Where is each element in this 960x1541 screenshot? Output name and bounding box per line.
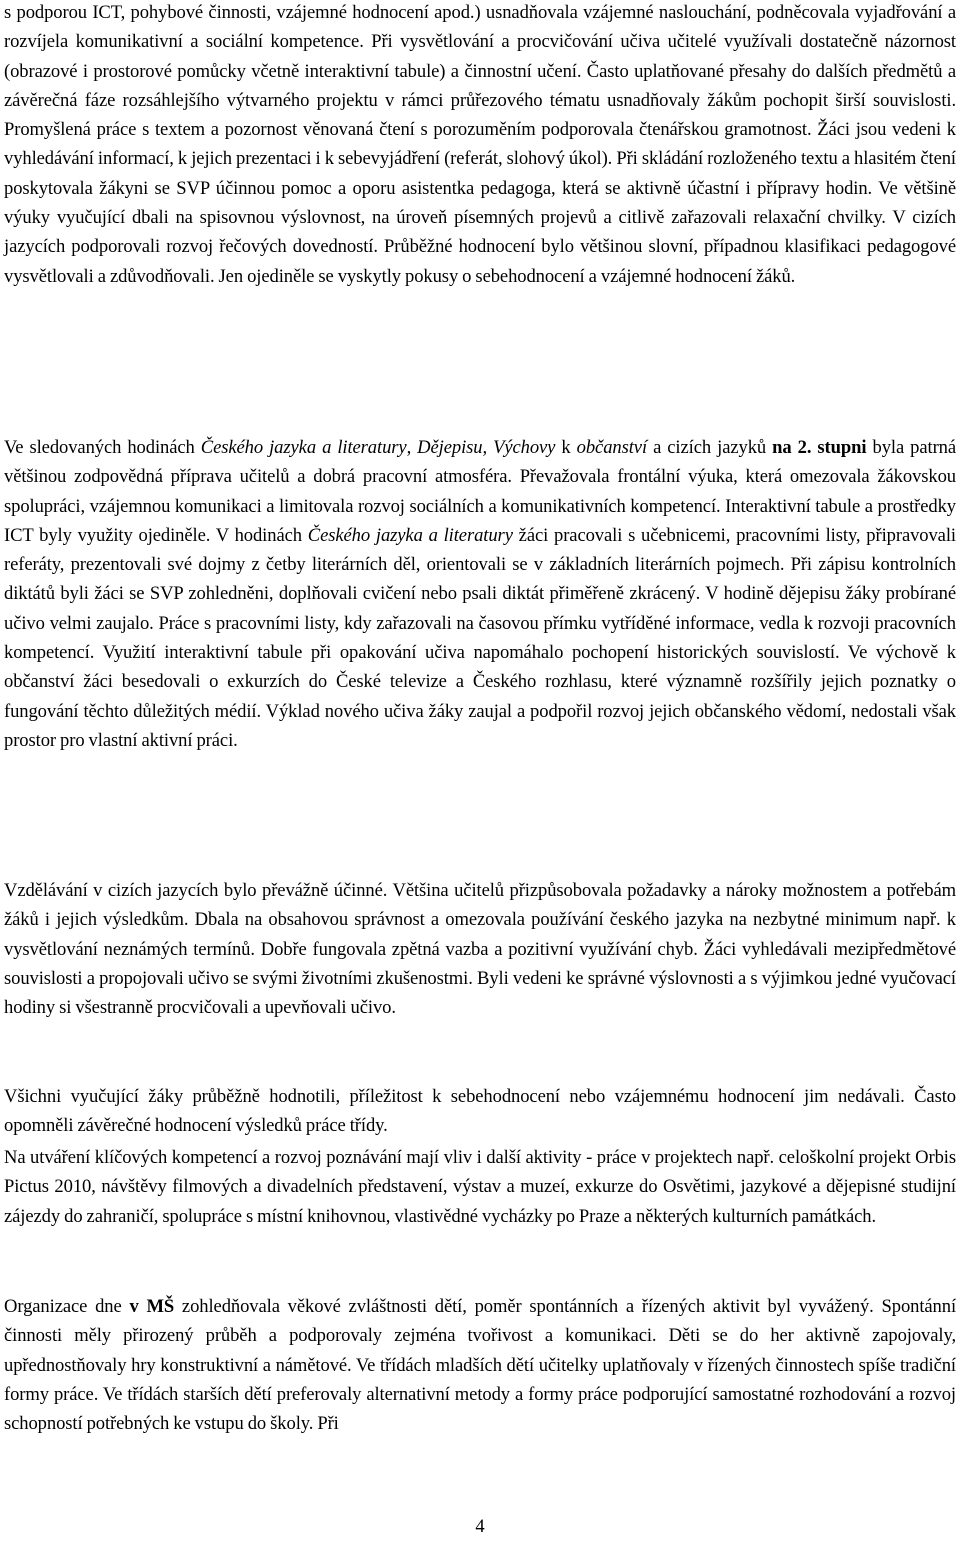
text-segment: a cizích jazyků bbox=[647, 437, 773, 458]
text-segment: Ve sledovaných hodinách bbox=[4, 437, 201, 458]
paragraph-kindergarten bbox=[4, 1292, 956, 1438]
text-segment: k bbox=[555, 437, 577, 458]
text-segment: Českého jazyka a literatury bbox=[200, 437, 407, 458]
text-segment: Dějepisu, Výchovy bbox=[417, 437, 556, 458]
text-segment: žáci pracovali s učebnicemi, pracovními listy, připravovali referáty, prezentovali své dojmy z četby literárních děl, orientovali se v základních literárních pojmech. Při zápisu kontrolních diktátů byli žáci se SVP zohledněni, doplňovali cvičení nebo psali diktát přiměřeně zkrácený. V hodině dějepisu žáky probírané učivo velmi zaujalo. Práce s pracovními listy, kdy zařazovali na časovou přímku vytříděné informace, vedla k rozvoji pracovních kompetencí. Využití interaktivní tabule při opakování učiva napomáhalo pochopení historických souvislostí. Ve výchově k občanství žáci besedovali o exkurzích do České televize a Českého rozhlasu, které významně rozšířily jejich poznatky o fungování těchto důležitých médií. Výklad nového učiva žáky zaujal a podpořil rozvoj jejich občanského vědomí, nedostali však prostor pro vlastní aktivní práci. bbox=[4, 524, 956, 751]
text-segment: v MŠ bbox=[129, 1296, 175, 1317]
page-number: 4 bbox=[475, 1516, 485, 1537]
paragraph-second-stage-lessons bbox=[4, 433, 956, 755]
paragraph-foreign-languages bbox=[4, 876, 956, 1022]
text-segment: Organizace dne bbox=[4, 1296, 130, 1317]
text-segment: Českého jazyka a literatury bbox=[307, 524, 513, 546]
paragraph-teaching-methods bbox=[4, 0, 956, 291]
paragraph-other-activities bbox=[4, 1143, 956, 1231]
text-segment: zohledňovala věkové zvláštnosti dětí, poměr spontánních a řízených aktivit byl vyvážený. Spontánní činnosti měly přirozený průběh a podporovaly zejména tvořivost a komunikaci. Děti se do her aktivně zapojovaly, upřednostňovaly hry konstruktivní a námětové. Ve třídách mladších dětí učitelky uplatňovaly v řízených činnostech spíše tradiční formy práce. Ve třídách starších dětí preferovaly alternativní metody a formy práce podporující samostatné rozhodování a rozvoj schopností potřebných ke vstupu do školy. Při bbox=[4, 1296, 957, 1435]
text-segment: na 2. stupni bbox=[772, 437, 867, 458]
text-segment: Vzdělávání v cizích jazycích bylo převážně účinné. Většina učitelů přizpůsobovala požadavky a nároky možnostem a potřebám žáků i jejich výsledkům. Dbala na obsahovou správnost a omezovala používání českého jazyka na nezbytné minimum např. k vysvětlování neznámých termínů. Dobře fungovala zpětná vazba a pozitivní využívání chyb. Žáci vyhledávali mezipředmětové souvislosti a propojovali učivo se svými životními zkušenostmi. Byli vedeni ke správné výslovnosti a s výjimkou jedné vyučovací hodiny si všestranně procvičovali a upevňovali učivo. bbox=[4, 880, 956, 1019]
text-segment: občanství bbox=[576, 437, 648, 458]
text-segment: Všichni vyučující žáky průběžně hodnotili, příležitost k sebehodnocení nebo vzájemnému hodnocení jim nedávali. Často opomněli závěrečné hodnocení výsledků práce třídy. bbox=[4, 1086, 956, 1137]
text-segment: Na utváření klíčových kompetencí a rozvoj poznávání mají vliv i další aktivity - práce v projektech např. celoškolní projekt Orbis Pictus 2010, návštěvy filmových a divadelních představení, výstav a muzeí, exkurze do Osvětimi, jazykové a dějepisné studijní zájezdy do zahraničí, spolupráce s místní knihovnou, vlastivědné vycházky po Praze a některých kulturních památkách. bbox=[4, 1147, 956, 1227]
text-segment: byla patrná většinou zodpovědná příprava učitelů a dobrá pracovní atmosféra. Převažovala frontální výuka, která omezovala žákovskou spolupráci, vzájemnou komunikaci a limitovala rozvoj sociálních a komunikativních kompetencí. Interaktivní tabule a prostředky ICT byly využity ojediněle. V hodinách bbox=[4, 437, 957, 546]
text-segment: , bbox=[406, 437, 418, 458]
text-segment: s podporou ICT, pohybové činnosti, vzájemné hodnocení apod.) usnadňovala vzájemné naslouchání, podněcovala vyjadřování a rozvíjela komunikativní a sociální kompetence. Při vysvětlování a procvičování učiva učitelé využívali dostatečně názornost (obrazové i prostorové pomůcky včetně interaktivní tabule) a činnostní učení. Často uplatňované přesahy do dalších předmětů a závěrečná fáze rozsáhlejšího výtvarného projektu v rámci průřezového tématu usnadňovaly žákům pochopit širší souvislosti. Promyšlená práce s textem a pozornost věnovaná čtení s porozuměním podporovala čtenářskou gramotnost. Žáci jsou vedeni k vyhledávání informací, k jejich prezentaci i k sebevyjádření (referát, slohový úkol). Při skládání rozloženého textu a hlasitém čtení poskytovala žákyni se SVP účinnou pomoc a oporu asistentka pedagoga, která se aktivně účastní i přípravy hodin. Ve většině výuky vyučující dbali na spisovnou výslovnost, na úroveň písemných projevů a citlivě zařazovali relaxační chvilky. V cizích jazycích podporovali rozvoj řečových dovedností. Průběžné hodnocení bylo většinou slovní, případnou klasifikaci pedagogové vysvětlovali a zdůvodňovali. Jen ojediněle se vyskytly pokusy o sebehodnocení a vzájemné hodnocení žáků. bbox=[4, 2, 956, 287]
paragraph-assessment bbox=[4, 1082, 956, 1141]
